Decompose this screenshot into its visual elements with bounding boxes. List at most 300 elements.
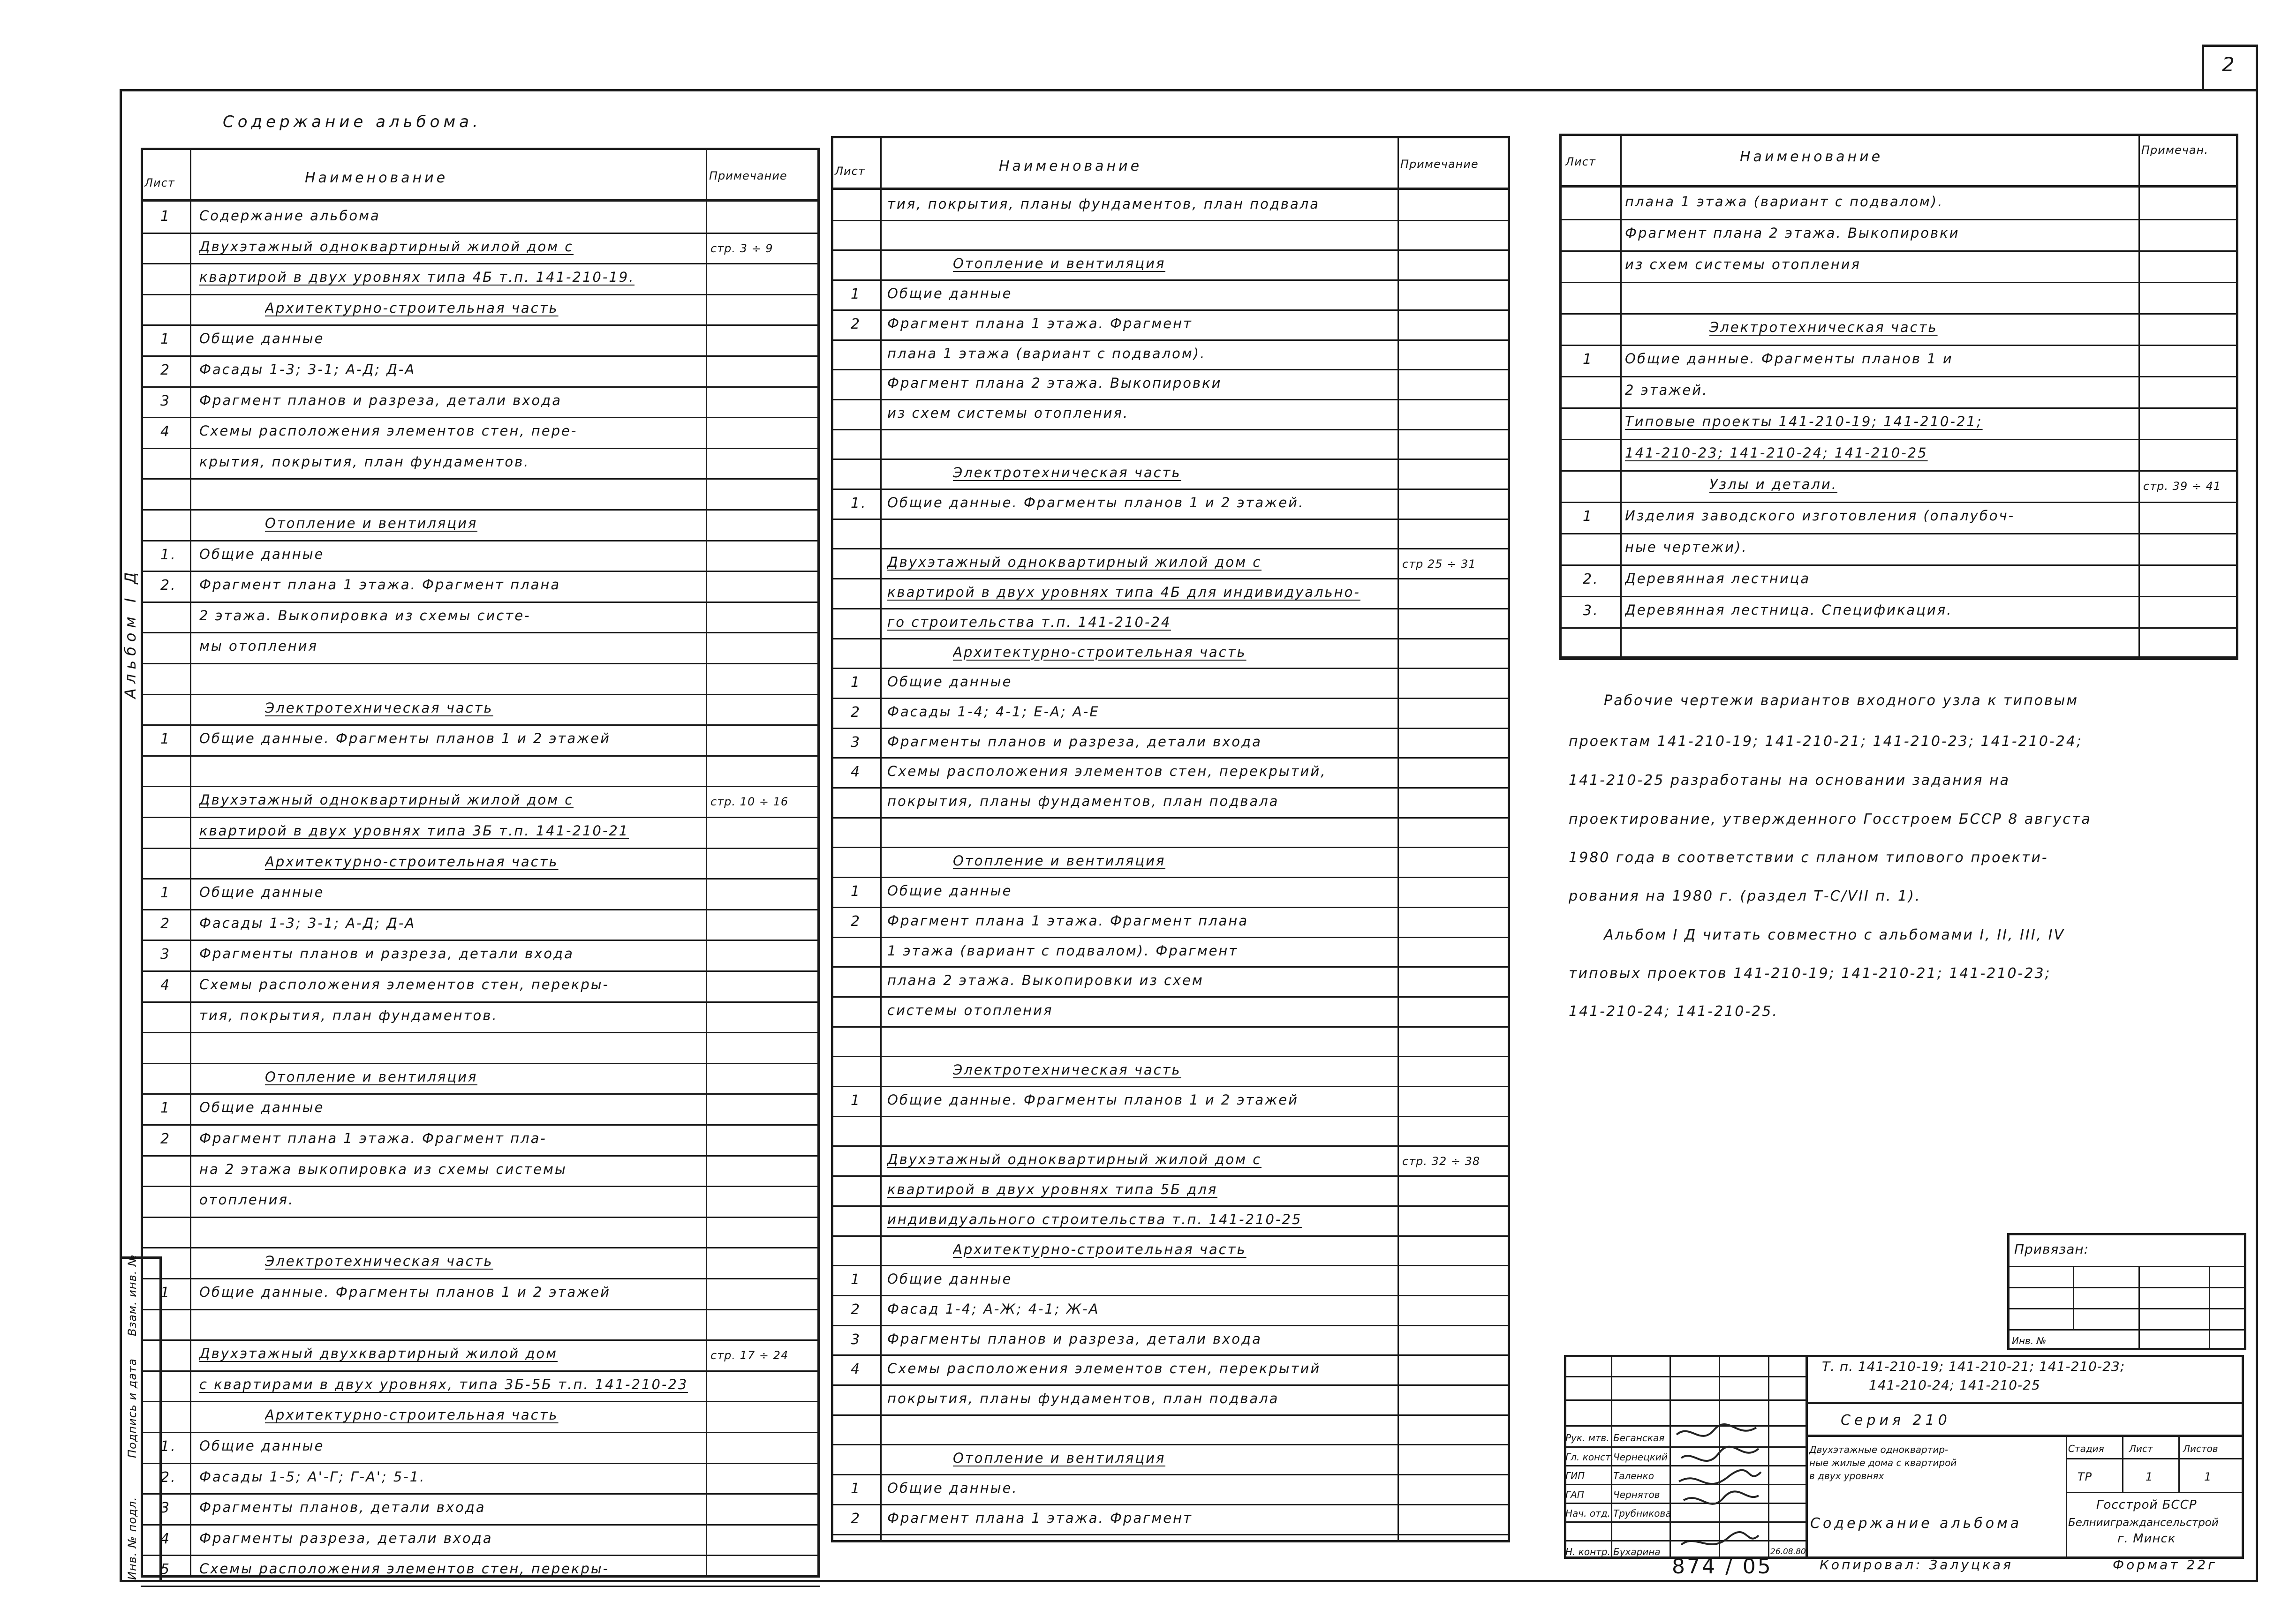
row-line (141, 970, 820, 972)
row-line (1559, 313, 2238, 315)
row-line (141, 1186, 820, 1187)
row-title: Фасады 1-3; 3-1; А-Д; Д-А (199, 361, 416, 377)
signature-marks (1672, 1421, 1766, 1556)
row-line (141, 848, 820, 849)
row-line (831, 429, 1510, 430)
stamp-role-name: Чернецкий (1613, 1451, 1668, 1463)
col1-header-name: Наименование (305, 170, 448, 186)
row-line (141, 1124, 820, 1126)
stamp-role-name: Беганская (1613, 1432, 1665, 1444)
row-number: 1 (851, 883, 861, 900)
col3-header-sheet: Лист (1565, 155, 1596, 168)
stamp-sheet-label: Лист (2129, 1443, 2153, 1454)
row-line (831, 339, 1510, 341)
row-line (141, 233, 820, 234)
row-number: 2 (851, 1301, 861, 1318)
row-line (831, 1414, 1510, 1416)
section-heading: Архитектурно-строительная часть (265, 1407, 559, 1423)
row-line (831, 937, 1510, 938)
row-title: квартирой в двух уровнях типа 5Б для (887, 1181, 1218, 1198)
section-heading: Архитектурно-строительная часть (265, 300, 559, 316)
row-number: 1 (160, 1285, 171, 1301)
row-line (141, 417, 820, 418)
row-number: 3 (160, 1500, 171, 1517)
section-heading: Отопление и вентиляция (953, 1450, 1166, 1466)
stamp-project-codes-2: 141-210-24; 141-210-25 (1869, 1377, 2040, 1393)
row-title: из схем системы отопления. (887, 405, 1129, 421)
row-line (831, 1504, 1510, 1505)
row-title: отопления. (199, 1192, 295, 1208)
row-title: Типовые проекты 141-210-19; 141-210-21; (1625, 414, 1983, 429)
row-title: Схемы расположения элементов стен, перекры- (199, 1561, 610, 1577)
row-line (831, 877, 1510, 878)
row-title: Общие данные. Фрагменты планов 1 и 2 этажей. (887, 495, 1305, 511)
row-title: покрытия, планы фундаментов, план подвала (887, 1391, 1279, 1406)
row-title: Фрагмент плана 1 этажа. Фрагмент (887, 315, 1193, 331)
row-line (831, 369, 1510, 370)
row-line (831, 1175, 1510, 1177)
stamp-project-codes-1: Т. п. 141-210-19; 141-210-21; 141-210-23; (1822, 1359, 2125, 1374)
row-title: ные чертежи). (1625, 539, 1748, 555)
row-number: 4 (160, 423, 171, 440)
stamp-role: ГИП (1565, 1470, 1585, 1481)
row-number: 1. (160, 546, 177, 563)
stamp-role: Гл. конст. (1565, 1451, 1614, 1463)
stamp-org-1: Госстрой БССР (2096, 1498, 2197, 1512)
row-number: 3 (160, 392, 171, 409)
row-line (141, 1247, 820, 1248)
row-title: Фасады 1-3; 3-1; А-Д; Д-А (199, 915, 416, 931)
stamp-role-name: Трубникова (1613, 1508, 1671, 1519)
strip-sign-date: Подпись и дата (126, 1358, 139, 1458)
row-line (831, 996, 1510, 998)
row-number: 1 (851, 1092, 861, 1109)
row-title: Общие данные (887, 1271, 1012, 1287)
row-line (831, 1145, 1510, 1147)
row-title: системы отопления (887, 1002, 1053, 1018)
section-heading: Электротехническая часть (953, 465, 1181, 481)
row-number: 1 (160, 1100, 171, 1117)
row-line (831, 309, 1510, 311)
row-title: Двухэтажный одноквартирный жилой дом с (887, 554, 1262, 571)
stamp-stage-label: Стадия (2068, 1443, 2104, 1454)
row-number: 2 (851, 704, 861, 721)
row-title: Изделия заводского изготовления (опалубоч- (1625, 508, 2015, 524)
row-number: 2. (1583, 571, 1599, 587)
stamp-role-name: Бухарина (1613, 1546, 1661, 1557)
row-title: Фрагмент плана 1 этажа. Фрагмент плана (199, 577, 561, 593)
note-line: Рабочие чертежи вариантов входного узла к типовым (1604, 692, 2078, 709)
row-number: 4 (851, 1361, 861, 1378)
row-title: плана 2 этажа. Выкопировки из схем (887, 972, 1204, 989)
row-title: Двухэтажный одноквартирный жилой дом с (199, 238, 574, 255)
row-line (831, 1205, 1510, 1207)
row-number: 1 (1583, 508, 1594, 525)
row-title: Фасады 1-5; А'-Г; Г-А'; 5-1. (199, 1468, 426, 1485)
section-heading: Электротехническая часть (265, 699, 493, 716)
row-line (831, 1056, 1510, 1057)
row-title: на 2 этажа выкопировка из схемы системы (199, 1161, 567, 1177)
section-heading: Электротехническая часть (265, 1253, 493, 1270)
stamp-description-3: в двух уровнях (1809, 1470, 1884, 1481)
stamp-org-2: Белнииграждансельстрой (2068, 1517, 2219, 1529)
row-line (831, 519, 1510, 520)
row-number: 4 (851, 764, 861, 781)
row-line (141, 786, 820, 787)
note-line: проектирование, утвержденного Госстроем БССР 8 августа (1569, 811, 2092, 827)
row-title: Общие данные. Фрагменты планов 1 и 2 этажей (887, 1092, 1299, 1108)
note-line: рования на 1980 г. (раздел Т-С/VII п. 1). (1569, 888, 1921, 904)
row-line (141, 694, 820, 695)
row-title: Деревянная лестница. Спецификация. (1625, 602, 1953, 618)
row-number: 2. (160, 577, 177, 594)
sheet-number-box (2202, 45, 2258, 91)
row-line (1559, 502, 2238, 503)
row-line (141, 1063, 820, 1064)
row-line (141, 755, 820, 757)
row-line (141, 1401, 820, 1402)
row-title: Фрагмент плана 1 этажа. Фрагмент (887, 1510, 1193, 1526)
row-title: квартирой в двух уровнях типа 4Б для индивидуально- (887, 584, 1360, 601)
row-title: Общие данные (199, 884, 325, 901)
row-title: Фрагмент плана 2 этажа. Выкопировки (887, 375, 1222, 391)
row-number: 5 (160, 1561, 171, 1578)
row-line (831, 459, 1510, 460)
row-title: плана 1 этажа (вариант с подвалом). (887, 345, 1206, 361)
row-line (831, 728, 1510, 729)
row-line (1559, 345, 2238, 346)
stamp-sheet: 1 (2145, 1470, 2153, 1483)
stamp-role: Н. контр. (1565, 1546, 1610, 1557)
row-title: плана 1 этажа (вариант с подвалом). (1625, 194, 1944, 210)
note-line: проектам 141-210-19; 141-210-21; 141-210-23; 141-210-24; (1569, 733, 2083, 750)
row-line (831, 220, 1510, 221)
row-line (141, 1032, 820, 1033)
row-line (831, 787, 1510, 789)
row-line (1559, 627, 2238, 629)
row-title: Фрагмент плана 1 этажа. Фрагмент плана (887, 912, 1249, 929)
row-number: 4 (160, 1530, 171, 1547)
row-line (1559, 407, 2238, 409)
row-line (141, 632, 820, 633)
row-title: Деревянная лестница (1625, 571, 1811, 586)
binding-inv: Инв. № (2012, 1335, 2047, 1346)
row-line (831, 1086, 1510, 1087)
row-title: Фасад 1-4; А-Ж; 4-1; Ж-А (887, 1301, 1100, 1317)
row-title: Фрагмент плана 1 этажа. Фрагмент пла- (199, 1130, 547, 1146)
row-title: го строительства т.п. 141-210-24 (887, 614, 1171, 630)
row-number: 3. (1583, 602, 1599, 619)
row-note: стр 25 ÷ 31 (1402, 557, 1476, 571)
row-number: 2 (160, 915, 171, 932)
col2-header-sheet: Лист (835, 165, 865, 178)
stamp-sheets-label: Листов (2183, 1443, 2218, 1454)
row-line (831, 1116, 1510, 1117)
row-title: Двухэтажный одноквартирный жилой дом с (887, 1151, 1262, 1168)
row-line (831, 1235, 1510, 1237)
row-line (141, 571, 820, 572)
row-line (141, 478, 820, 480)
row-line (141, 1493, 820, 1495)
row-line (1559, 564, 2238, 566)
stamp-role: Нач. отд. (1565, 1508, 1610, 1519)
row-title: Схемы расположения элементов стен, перекры- (199, 977, 610, 992)
row-line (141, 1370, 820, 1372)
album-title: Содержание альбома. (223, 113, 482, 131)
row-title: 2 этажей. (1625, 382, 1708, 398)
row-line (141, 1555, 820, 1556)
col3-header-name: Наименование (1740, 149, 1883, 165)
row-number: 1 (160, 331, 171, 348)
copied-by: Копировал: Залуцкая (1820, 1557, 2013, 1572)
row-number: 1. (160, 1438, 177, 1455)
col2-header-name: Наименование (999, 158, 1142, 174)
row-line (141, 355, 820, 357)
row-title: Общие данные (199, 1099, 325, 1116)
row-title: с квартирами в двух уровнях, типа 3Б-5Б т.п. 141-210-23 (199, 1376, 688, 1392)
row-title: покрытия, планы фундаментов, план подвала (887, 793, 1279, 809)
row-note: стр. 17 ÷ 24 (710, 1349, 789, 1362)
stamp-date: 26.08.80 (1770, 1547, 1806, 1556)
row-title: квартирой в двух уровнях типа 3Б т.п. 141-210-21 (199, 823, 629, 839)
row-number: 1 (851, 286, 861, 303)
row-number: 2 (851, 316, 861, 332)
row-line (141, 263, 820, 264)
row-title: Общие данные. Фрагменты планов 1 и (1625, 351, 1953, 367)
row-title: квартирой в двух уровнях типа 4Б т.п. 141-210-19. (199, 269, 635, 286)
col1-header-sheet: Лист (144, 176, 175, 189)
row-line (141, 1432, 820, 1433)
col3-header-note: Примечан. (2141, 143, 2208, 157)
stamp-doc-title: Содержание альбома (1810, 1515, 2022, 1532)
row-line (141, 324, 820, 326)
row-line (141, 663, 820, 664)
row-title: Фрагменты планов, детали входа (199, 1499, 486, 1516)
row-line (831, 1295, 1510, 1296)
row-title: Фрагменты планов и разреза, детали входа (199, 946, 574, 962)
stamp-sheets: 1 (2204, 1470, 2212, 1483)
row-line (141, 1217, 820, 1218)
row-line (831, 966, 1510, 968)
row-number: 3 (851, 734, 861, 751)
stamp-description-1: Двухэтажные одноквартир- (1809, 1444, 1949, 1455)
sheet-number: 2 (2222, 53, 2236, 76)
section-heading: Отопление и вентиляция (265, 515, 478, 531)
row-title: Общие данные (887, 286, 1012, 302)
row-line (831, 399, 1510, 400)
row-line (141, 940, 820, 941)
row-number: 1 (851, 674, 861, 691)
row-title: Общие данные (887, 674, 1012, 690)
row-title: Схемы расположения элементов стен, перекрытий (887, 1361, 1321, 1377)
row-line (141, 601, 820, 603)
col2-header-note: Примечание (1400, 158, 1479, 171)
archive-number: 874 / 05 (1672, 1555, 1773, 1579)
row-line (141, 1463, 820, 1464)
section-heading: Узлы и детали. (1709, 476, 1837, 492)
row-line (831, 668, 1510, 669)
row-number: 2 (160, 362, 171, 378)
row-line (141, 1586, 820, 1587)
row-line (831, 608, 1510, 609)
row-number: 4 (160, 977, 171, 993)
row-line (831, 249, 1510, 251)
row-line (141, 509, 820, 511)
row-line (1559, 659, 2238, 660)
row-line (1559, 596, 2238, 597)
row-line (141, 724, 820, 726)
row-line (141, 909, 820, 910)
row-line (831, 578, 1510, 579)
row-number: 1 (851, 1271, 861, 1288)
row-note: стр. 32 ÷ 38 (1402, 1155, 1481, 1168)
row-title: Фрагменты планов и разреза, детали входа (887, 1331, 1262, 1347)
row-number: 3 (160, 946, 171, 963)
row-line (1559, 533, 2238, 534)
row-line (831, 638, 1510, 639)
stamp-description-2: ные жилые дома с квартирой (1809, 1457, 1957, 1468)
row-line (831, 1265, 1510, 1266)
stamp-role: ГАП (1565, 1489, 1584, 1500)
row-title: Общие данные (887, 883, 1012, 899)
row-title: Двухэтажный одноквартирный жилой дом с (199, 792, 574, 808)
binding-title: Привязан: (2014, 1241, 2089, 1257)
note-line: типовых проектов 141-210-19; 141-210-21; 141-210-23; (1569, 965, 2051, 982)
row-title: Двухэтажный двухквартирный жилой дом (199, 1346, 558, 1362)
stamp-series: Серия 210 (1841, 1412, 1951, 1429)
note-line: 1980 года в соответствии с планом типового проекти- (1569, 850, 2048, 866)
row-title: Фрагменты планов и разреза, детали входа (887, 733, 1262, 750)
section-heading: Отопление и вентиляция (953, 853, 1166, 869)
row-line (141, 1278, 820, 1279)
row-line (831, 817, 1510, 819)
row-title: Общие данные. Фрагменты планов 1 и 2 этажей (199, 1284, 611, 1300)
note-line: 141-210-25 разработаны на основании задания на (1569, 772, 2010, 789)
row-title: 2 этажа. Выкопировка из схемы систе- (199, 607, 531, 624)
row-line (831, 757, 1510, 759)
row-line (141, 448, 820, 449)
row-note: стр. 10 ÷ 16 (710, 795, 789, 809)
row-number: 2 (851, 1510, 861, 1527)
row-line (831, 1444, 1510, 1445)
stamp-role-name: Чернятов (1613, 1489, 1660, 1500)
row-line (141, 1339, 820, 1341)
stamp-role-name: Таленко (1613, 1470, 1654, 1481)
row-number: 3 (851, 1331, 861, 1348)
row-number: 1 (160, 208, 171, 225)
row-number: 2 (851, 913, 861, 930)
row-line (141, 1309, 820, 1310)
row-line (1559, 219, 2238, 220)
row-line (831, 1026, 1510, 1028)
row-title: Общие данные (199, 1438, 325, 1454)
row-line (141, 1155, 820, 1157)
row-line (831, 847, 1510, 848)
row-title: 1 этажа (вариант с подвалом). Фрагмент (887, 942, 1239, 959)
row-line (141, 540, 820, 541)
row-title: Общие данные (199, 331, 325, 347)
sheet-format: Формат 22г (2113, 1557, 2217, 1572)
row-number: 1 (160, 885, 171, 902)
strip-inv-podl: Инв. № подл. (126, 1496, 139, 1580)
row-title: тия, покрытия, план фундаментов. (199, 1007, 498, 1023)
row-line (831, 1354, 1510, 1356)
row-line (831, 489, 1510, 490)
row-line (141, 1001, 820, 1003)
row-title: Содержание альбома (199, 208, 380, 224)
row-title: Фрагмент плана 2 этажа. Выкопировки (1625, 225, 1960, 241)
row-line (141, 294, 820, 295)
row-number: 2. (160, 1469, 177, 1486)
row-number: 1 (160, 731, 171, 748)
row-line (141, 1093, 820, 1095)
row-line (831, 1384, 1510, 1386)
stamp-org-3: г. Минск (2117, 1532, 2176, 1546)
row-line (831, 907, 1510, 908)
row-line (1559, 282, 2238, 283)
stamp-stage: ТР (2077, 1470, 2093, 1483)
row-line (1559, 250, 2238, 252)
row-title: из схем системы отопления (1625, 256, 1861, 272)
row-line (141, 1524, 820, 1526)
row-note: стр. 3 ÷ 9 (710, 241, 773, 255)
row-line (1559, 439, 2238, 440)
row-title: Общие данные. Фрагменты планов 1 и 2 этажей (199, 730, 611, 747)
col1-header-note: Примечание (709, 169, 787, 182)
row-line (831, 698, 1510, 699)
row-title: Фасады 1-4; 4-1; Е-А; А-Е (887, 703, 1100, 720)
row-title: Схемы расположения элементов стен, пере- (199, 423, 578, 439)
row-title: индивидуального строительства т.п. 141-210-25 (887, 1211, 1302, 1227)
row-title: Общие данные. (887, 1480, 1018, 1496)
row-number: 1. (851, 495, 867, 511)
section-heading: Отопление и вентиляция (953, 256, 1166, 272)
strip-vzam-inv: Взам. инв. № (126, 1254, 139, 1336)
row-title: Фрагмент планов и разреза, детали входа (199, 392, 562, 408)
row-title: тия, покрытия, планы фундаментов, план подвала (887, 196, 1320, 212)
section-heading: Электротехническая часть (1709, 319, 1938, 335)
row-note: стр. 39 ÷ 41 (2143, 480, 2221, 493)
section-heading: Отопление и вентиляция (265, 1068, 478, 1085)
row-title: мы отопления (199, 638, 318, 654)
row-line (141, 386, 820, 388)
section-heading: Архитектурно-строительная часть (953, 1241, 1246, 1257)
row-number: 1 (851, 1481, 861, 1497)
note-line: Альбом I Д читать совместно с альбомами I, II, III, IV (1604, 927, 2065, 943)
row-line (831, 1474, 1510, 1475)
row-number: 2 (160, 1131, 171, 1147)
note-line: 141-210-24; 141-210-25. (1569, 1003, 1778, 1020)
row-number: 1 (1583, 351, 1594, 368)
row-title: крытия, покрытия, план фундаментов. (199, 453, 530, 470)
row-title: Общие данные (199, 546, 325, 562)
row-line (831, 279, 1510, 281)
album-side-label: Альбом I Д (121, 567, 139, 699)
row-title: Фрагменты разреза, детали входа (199, 1530, 493, 1546)
section-heading: Архитектурно-строительная часть (953, 644, 1246, 660)
row-line (141, 878, 820, 880)
row-title: Схемы расположения элементов стен, перекрытий, (887, 763, 1327, 780)
row-line (141, 817, 820, 818)
row-line (1559, 376, 2238, 377)
row-line (831, 1325, 1510, 1326)
section-heading: Архитектурно-строительная часть (265, 853, 559, 870)
section-heading: Электротехническая часть (953, 1062, 1181, 1078)
stamp-role: Рук. мтв. (1565, 1432, 1609, 1444)
row-line (1559, 470, 2238, 472)
row-line (831, 1534, 1510, 1535)
row-title: 141-210-23; 141-210-24; 141-210-25 (1625, 445, 1928, 461)
